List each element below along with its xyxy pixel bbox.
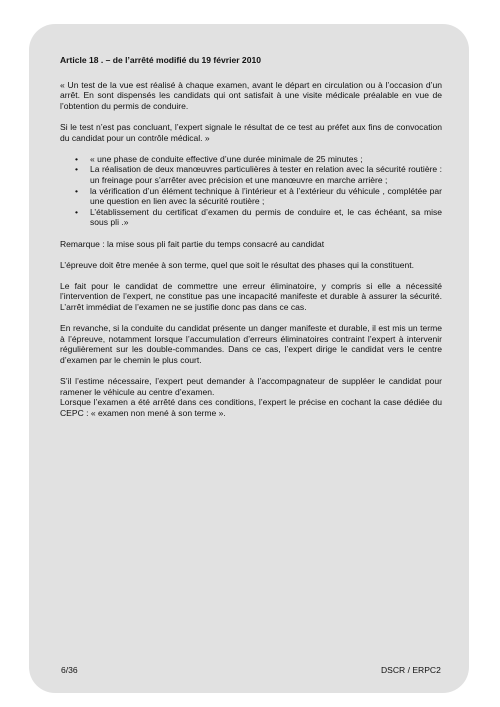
list-item bbox=[60, 207, 442, 228]
paragraph-cepc-note: Lorsque l’examen a été arrêté dans ces conditions, l’expert le précise en cochant la case dédiée du CEPC : « examen non mené à son terme ». bbox=[60, 397, 442, 418]
document-body bbox=[60, 55, 442, 429]
list-item-text: L’établissement du certificat d’examen du permis de conduire et, le cas échéant, sa mise sous pli .» bbox=[90, 206, 442, 228]
list-item bbox=[60, 164, 442, 185]
list-item-text: La réalisation de deux manœuvres particulières à tester en relation avec la sécurité routière : un freinage pour s’arrêter avec précision et une manœuvre en marche arrière ; bbox=[90, 164, 442, 185]
list-item-text: « une phase de conduite effective d’une durée minimale de 25 minutes ; bbox=[90, 153, 363, 164]
paragraph-test-inconclusive: Si le test n’est pas concluant, l’expert signale le résultat de ce test au préfet aux fins de convocation du candidat pour un contrôle médical. » bbox=[60, 121, 442, 143]
paragraph-eliminatory-error: Le fait pour le candidat de commettre une erreur éliminatoire, y compris si elle a nécessité l’intervention de l’expert, ne constitue pas une incapacité manifeste et durable à assurer la sécurité. L’arrêt immédiat de l’examen ne se justifie donc pas dans ce cas. bbox=[60, 280, 442, 313]
list-item bbox=[60, 186, 442, 207]
document-reference: DSCR / ERPC2 bbox=[381, 665, 441, 675]
article-heading: Article 18 . – de l’arrêté modifié du 19 février 2010 bbox=[60, 55, 261, 65]
exam-phases-list bbox=[60, 154, 442, 228]
list-item bbox=[60, 154, 442, 165]
bullet-icon: • bbox=[75, 206, 78, 217]
bullet-icon: • bbox=[75, 185, 78, 196]
list-item-text: la vérification d’un élément technique à l’intérieur et à l’extérieur du véhicule , complétée par une question en lien avec la sécurité routière ; bbox=[90, 185, 442, 207]
paragraph-companion-driver: S’il l’estime nécessaire, l’expert peut demander à l’accompagnateur de suppléer le candidat pour ramener le véhicule au centre d’examen. bbox=[60, 376, 442, 397]
remark-paragraph: Remarque : la mise sous pli fait partie du temps consacré au candidat bbox=[60, 238, 325, 249]
paragraph-vision-test: « Un test de la vue est réalisé à chaque examen, avant le départ en circulation ou à l’occasion d’un arrêt. En sont dispensés les candidats qui ont satisfait à une visite médicale préalable en vue de l’obtention du permis de conduire. bbox=[60, 79, 442, 111]
paragraph-exam-completion: L’épreuve doit être menée à son terme, quel que soit le résultat des phases qui la constituent. bbox=[60, 259, 414, 270]
page-number: 6/36 bbox=[61, 665, 78, 675]
bullet-icon: • bbox=[75, 153, 78, 164]
paragraph-danger-stop: En revanche, si la conduite du candidat présente un danger manifeste et durable, il est mis un terme à l’épreuve, notamment lorsque l’accumulation d’erreurs éliminatoires contraint l’expert à intervenir régulièrement sur les double-commandes. Dans ce cas, l’expert dirige le candidat vers le centre d’examen par le chemin le plus court. bbox=[60, 323, 442, 366]
bullet-icon: • bbox=[75, 164, 78, 175]
